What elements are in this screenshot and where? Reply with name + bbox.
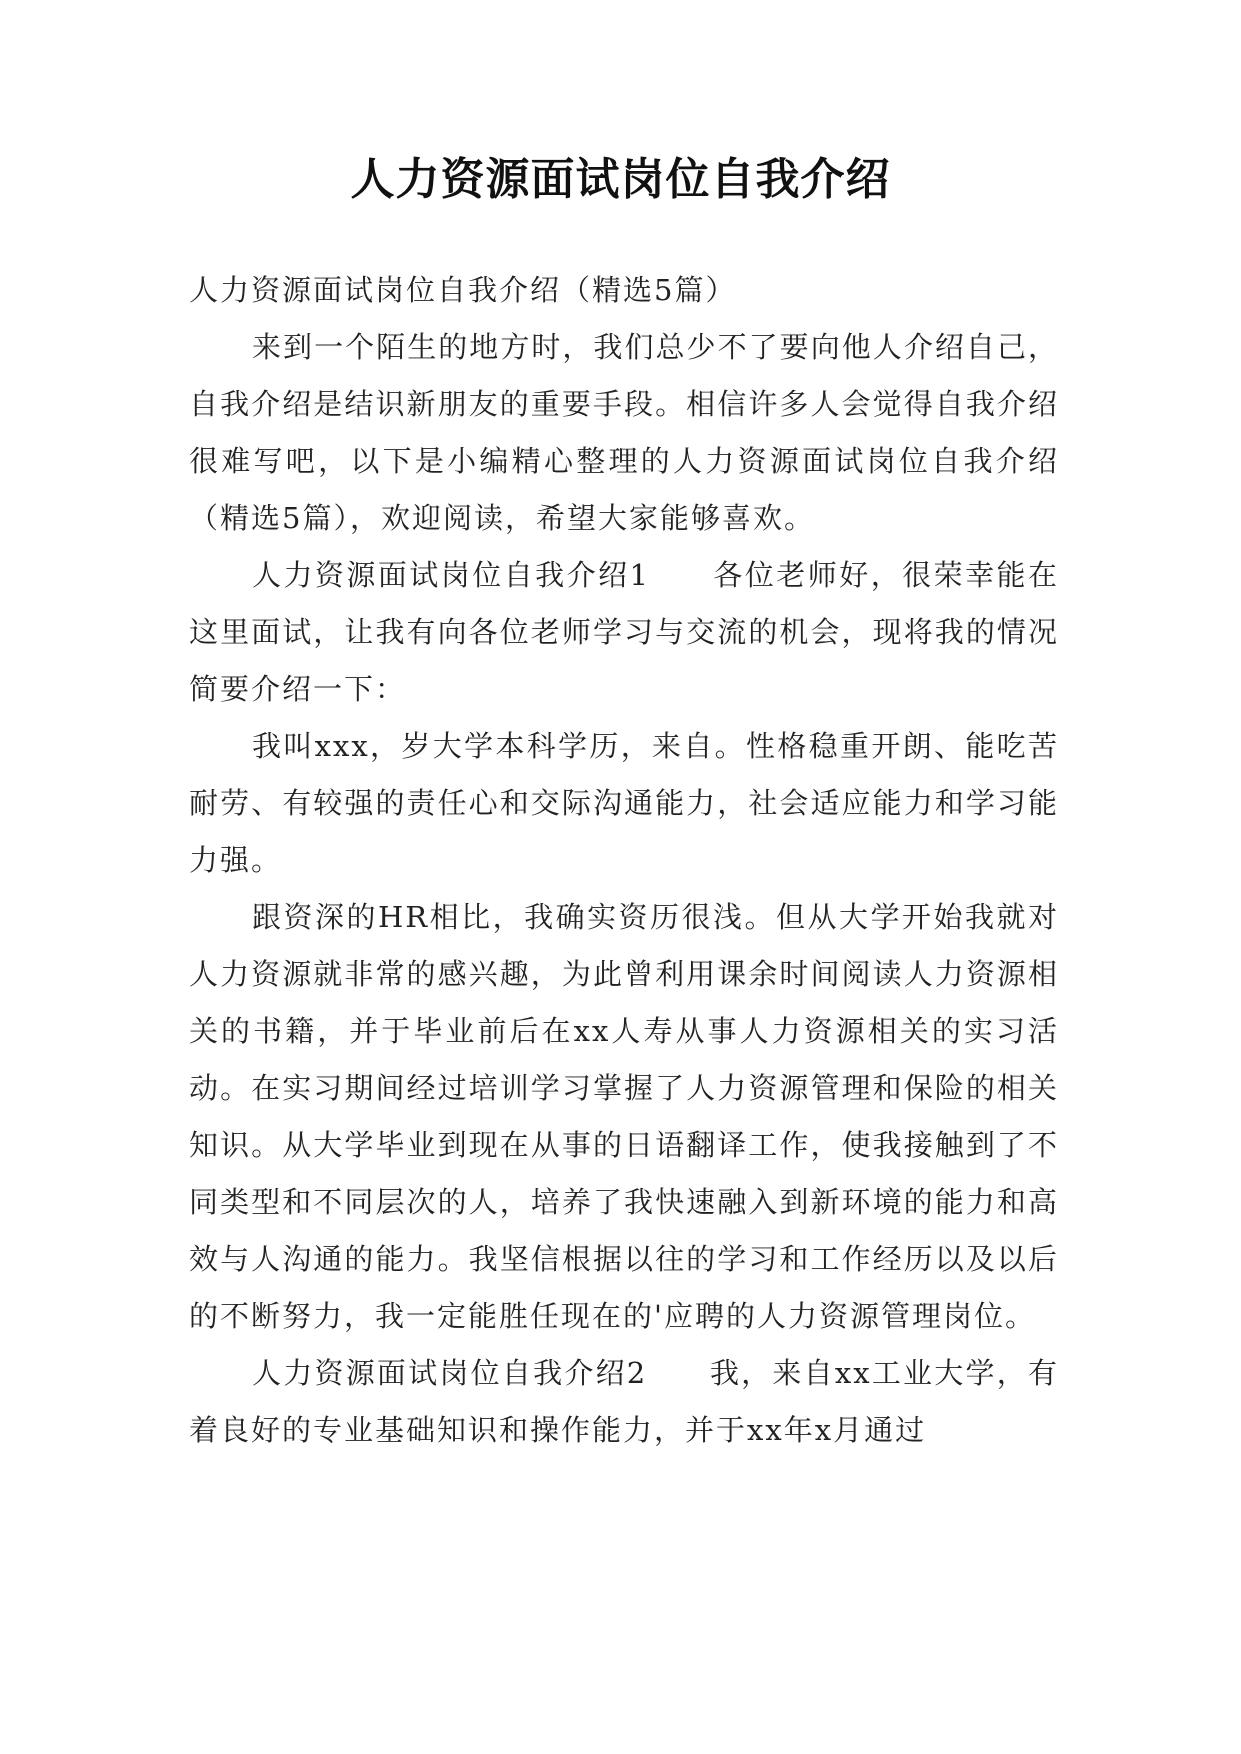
paragraph-article-1-personal-info: 我叫xxx，岁大学本科学历，来自。性格稳重开朗、能吃苦耐劳、有较强的责任心和交际沟通能力，社会适应能力和学习能力强。 bbox=[189, 729, 1059, 877]
paragraph-article-1-opening: 人力资源面试岗位自我介绍1 各位老师好，很荣幸能在这里面试，让我有向各位老师学习与交流的机会，现将我的情况简要介绍一下： bbox=[189, 558, 1059, 706]
document-subtitle: 人力资源面试岗位自我介绍（精选5篇） bbox=[189, 273, 737, 307]
document-body bbox=[189, 262, 1059, 1459]
paragraph-article-2-opening: 人力资源面试岗位自我介绍2 我，来自xx工业大学，有着良好的专业基础知识和操作能力，并于xx年x月通过 bbox=[189, 1356, 1059, 1447]
paragraph-article-1-experience: 跟资深的HR相比，我确实资历很浅。但从大学开始我就对人力资源就非常的感兴趣，为此曾利用课余时间阅读人力资源相关的书籍，并于毕业前后在xx人寿从事人力资源相关的实习活动。在实习期间经过培训学习掌握了人力资源管理和保险的相关知识。从大学毕业到现在从事的日语翻译工作，使我接触到了不同类型和不同层次的人，培养了我快速融入到新环境的能力和高效与人沟通的能力。我坚信根据以往的学习和工作经历以及以后的不断努力，我一定能胜任现在的'应聘的人力资源管理岗位。 bbox=[189, 900, 1059, 1333]
document-title: 人力资源面试岗位自我介绍 bbox=[350, 154, 891, 205]
paragraph-intro: 来到一个陌生的地方时，我们总少不了要向他人介绍自己，自我介绍是结识新朋友的重要手段。相信许多人会觉得自我介绍很难写吧，以下是小编精心整理的人力资源面试岗位自我介绍（精选5篇），欢迎阅读，希望大家能够喜欢。 bbox=[189, 330, 1059, 535]
